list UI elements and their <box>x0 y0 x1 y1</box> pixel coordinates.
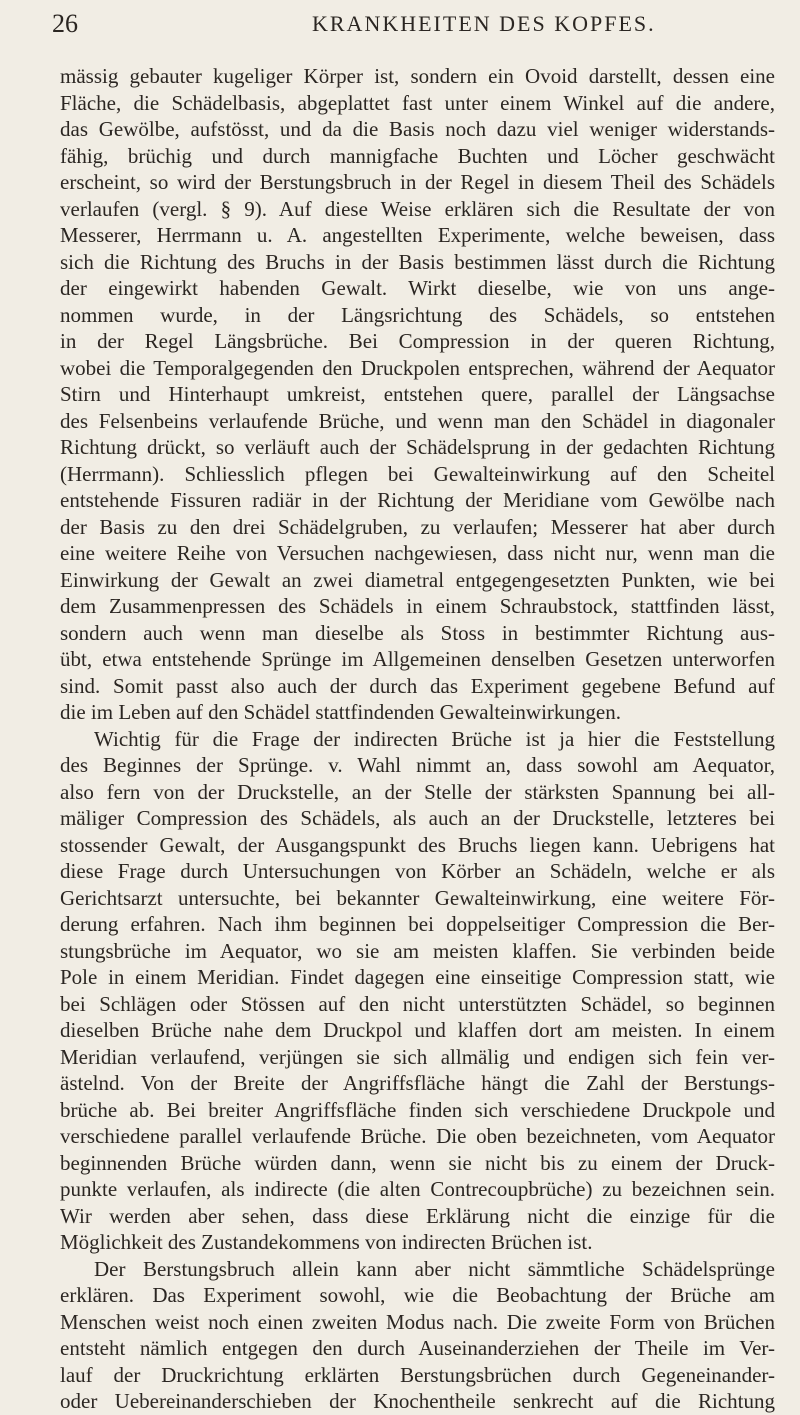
text-line: Stirn und Hinterhaupt umkreist, entstehen quere, parallel der Längsachse <box>60 382 775 406</box>
page-number: 26 <box>52 9 78 38</box>
text-line: Gerichtsarzt untersuchte, bei bekannter Gewalteinwirkung, eine weitere För- <box>60 885 775 910</box>
text-line: dieselben Brüche nahe dem Druckpol und klaffen dort am meisten. In einem <box>60 1018 775 1042</box>
text-line: Fläche, die Schädelbasis, abgeplattet fast unter einem Winkel auf die andere, <box>60 90 775 115</box>
running-head: KRANKHEITEN DES KOPFES. <box>312 11 656 36</box>
text-line: Richtung drückt, so verläuft auch der Schädelsprung in der gedachten Richtung <box>60 435 775 459</box>
text-line: Wir werden aber sehen, dass diese Erklärung nicht die einzige für die <box>60 1203 775 1228</box>
text-line: lauf der Druckrichtung erklärten Berstungsbrüchen durch Gegeneinander- <box>60 1362 775 1387</box>
text-line: beginnenden Brüche würden dann, wenn sie nicht bis zu einem der Druck- <box>60 1150 775 1175</box>
paragraph-start-line: Der Berstungsbruch allein kann aber nicht sämmtliche Schädelsprünge <box>94 1256 775 1281</box>
text-line: verschiedene parallel verlaufende Brüche. Die oben bezeichneten, vom Aequator <box>60 1124 775 1148</box>
text-line: brüche ab. Bei breiter Angriffsfläche finden sich verschiedene Druckpole und <box>60 1097 775 1122</box>
text-line: erscheint, so wird der Berstungsbruch in der Regel in diesem Theil des Schädels <box>60 170 775 194</box>
text-line: diese Frage durch Untersuchungen von Körber an Schädeln, welche er als <box>60 859 775 883</box>
text-line: entsteht nämlich entgegen den durch Auseinanderziehen der Theile im Ver- <box>60 1336 775 1360</box>
text-line: das Gewölbe, aufstösst, und da die Basis noch dazu viel weniger widerstands- <box>60 117 775 141</box>
text-line: stossender Gewalt, der Ausgangspunkt des Bruchs liegen kann. Uebrigens hat <box>60 832 775 857</box>
paragraph-end-line: die im Leben auf den Schädel stattfindenden Gewalteinwirkungen. <box>60 700 621 724</box>
text-line: dem Zusammenpressen des Schädels in einem Schraubstock, stattfinden lässt, <box>60 594 775 618</box>
text-line: Menschen weist noch einen zweiten Modus nach. Die zweite Form von Brüchen <box>60 1309 775 1334</box>
text-line: in der Regel Längsbrüche. Bei Compression in der queren Richtung, <box>60 329 775 353</box>
text-line: wobei die Temporalgegenden den Druckpolen entsprechen, während der Aequator <box>60 355 775 380</box>
text-line: verlaufen (vergl. § 9). Auf diese Weise erklären sich die Resultate der von <box>60 196 775 221</box>
text-line: stungsbrüche im Aequator, wo sie am meisten klaffen. Sie verbinden beide <box>60 938 775 963</box>
page-header <box>52 4 772 44</box>
text-line: sondern auch wenn man dieselbe als Stoss in bestimmter Richtung aus- <box>60 620 775 645</box>
text-line: also fern von der Druckstelle, an der Stelle der stärksten Spannung bei all- <box>60 779 775 804</box>
text-line: des Beginnes der Sprünge. v. Wahl nimmt an, dass sowohl am Aequator, <box>60 753 775 777</box>
paragraph-start-line: Wichtig für die Frage der indirecten Brüche ist ja hier die Feststellung <box>94 726 775 751</box>
text-line: bei Schlägen oder Stössen auf den nicht unterstützten Schädel, so beginnen <box>60 991 775 1016</box>
text-line: eine weitere Reihe von Versuchen nachgewiesen, dass nicht nur, wenn man die <box>60 541 775 565</box>
text-line: Meridian verlaufend, verjüngen sie sich allmälig und endigen sich fein ver- <box>60 1044 775 1069</box>
text-line: mässig gebauter kugeliger Körper ist, sondern ein Ovoid darstellt, dessen eine <box>60 64 775 88</box>
text-line: derung erfahren. Nach ihm beginnen bei doppelseitiger Compression die Ber- <box>60 912 775 936</box>
text-line: der eingewirkt habenden Gewalt. Wirkt dieselbe, wie von uns ange- <box>60 276 775 300</box>
text-line: mäliger Compression des Schädels, als auch an der Druckstelle, letzteres bei <box>60 806 775 830</box>
text-line: oder Uebereinanderschieben der Knochentheile senkrecht auf die Richtung <box>60 1389 775 1413</box>
paragraph-end-line: Möglichkeit des Zustandekommens von indirecten Brüchen ist. <box>60 1230 593 1254</box>
body-text <box>60 63 775 1415</box>
text-line: übt, etwa entstehende Sprünge im Allgemeinen denselben Gesetzen unterworfen <box>60 647 775 671</box>
text-line: Messerer, Herrmann u. A. angestellten Experimente, welche beweisen, dass <box>60 223 775 247</box>
text-line: Einwirkung der Gewalt an zwei diametral entgegengesetzten Punkten, wie bei <box>60 567 775 592</box>
text-line: des Felsenbeins verlaufende Brüche, und wenn man den Schädel in diagonaler <box>60 408 775 433</box>
text-line: der Basis zu den drei Schädelgruben, zu verlaufen; Messerer hat aber durch <box>60 514 775 539</box>
text-line: erklären. Das Experiment sowohl, wie die Beobachtung der Brüche am <box>60 1283 775 1307</box>
text-line: entstehende Fissuren radiär in der Richtung der Meridiane vom Gewölbe nach <box>60 488 775 512</box>
text-line: ästelnd. Von der Breite der Angriffsfläche hängt die Zahl der Berstungs- <box>60 1071 775 1095</box>
text-line: sich die Richtung des Bruchs in der Basis bestimmen lässt durch die Richtung <box>60 249 775 274</box>
text-line: Pole in einem Meridian. Findet dagegen eine einseitige Compression statt, wie <box>60 965 775 989</box>
text-line: punkte verlaufen, als indirecte (die alten Contrecoupbrüche) zu bezeichnen sein. <box>60 1177 775 1201</box>
text-line: fähig, brüchig und durch mannigfache Buchten und Löcher geschwächt <box>60 143 775 168</box>
text-line: nommen wurde, in der Längsrichtung des Schädels, so entstehen <box>60 302 775 327</box>
text-line: (Herrmann). Schliesslich pflegen bei Gewalteinwirkung auf den Scheitel <box>60 461 775 486</box>
text-line: sind. Somit passt also auch der durch das Experiment gegebene Befund auf <box>60 673 775 698</box>
